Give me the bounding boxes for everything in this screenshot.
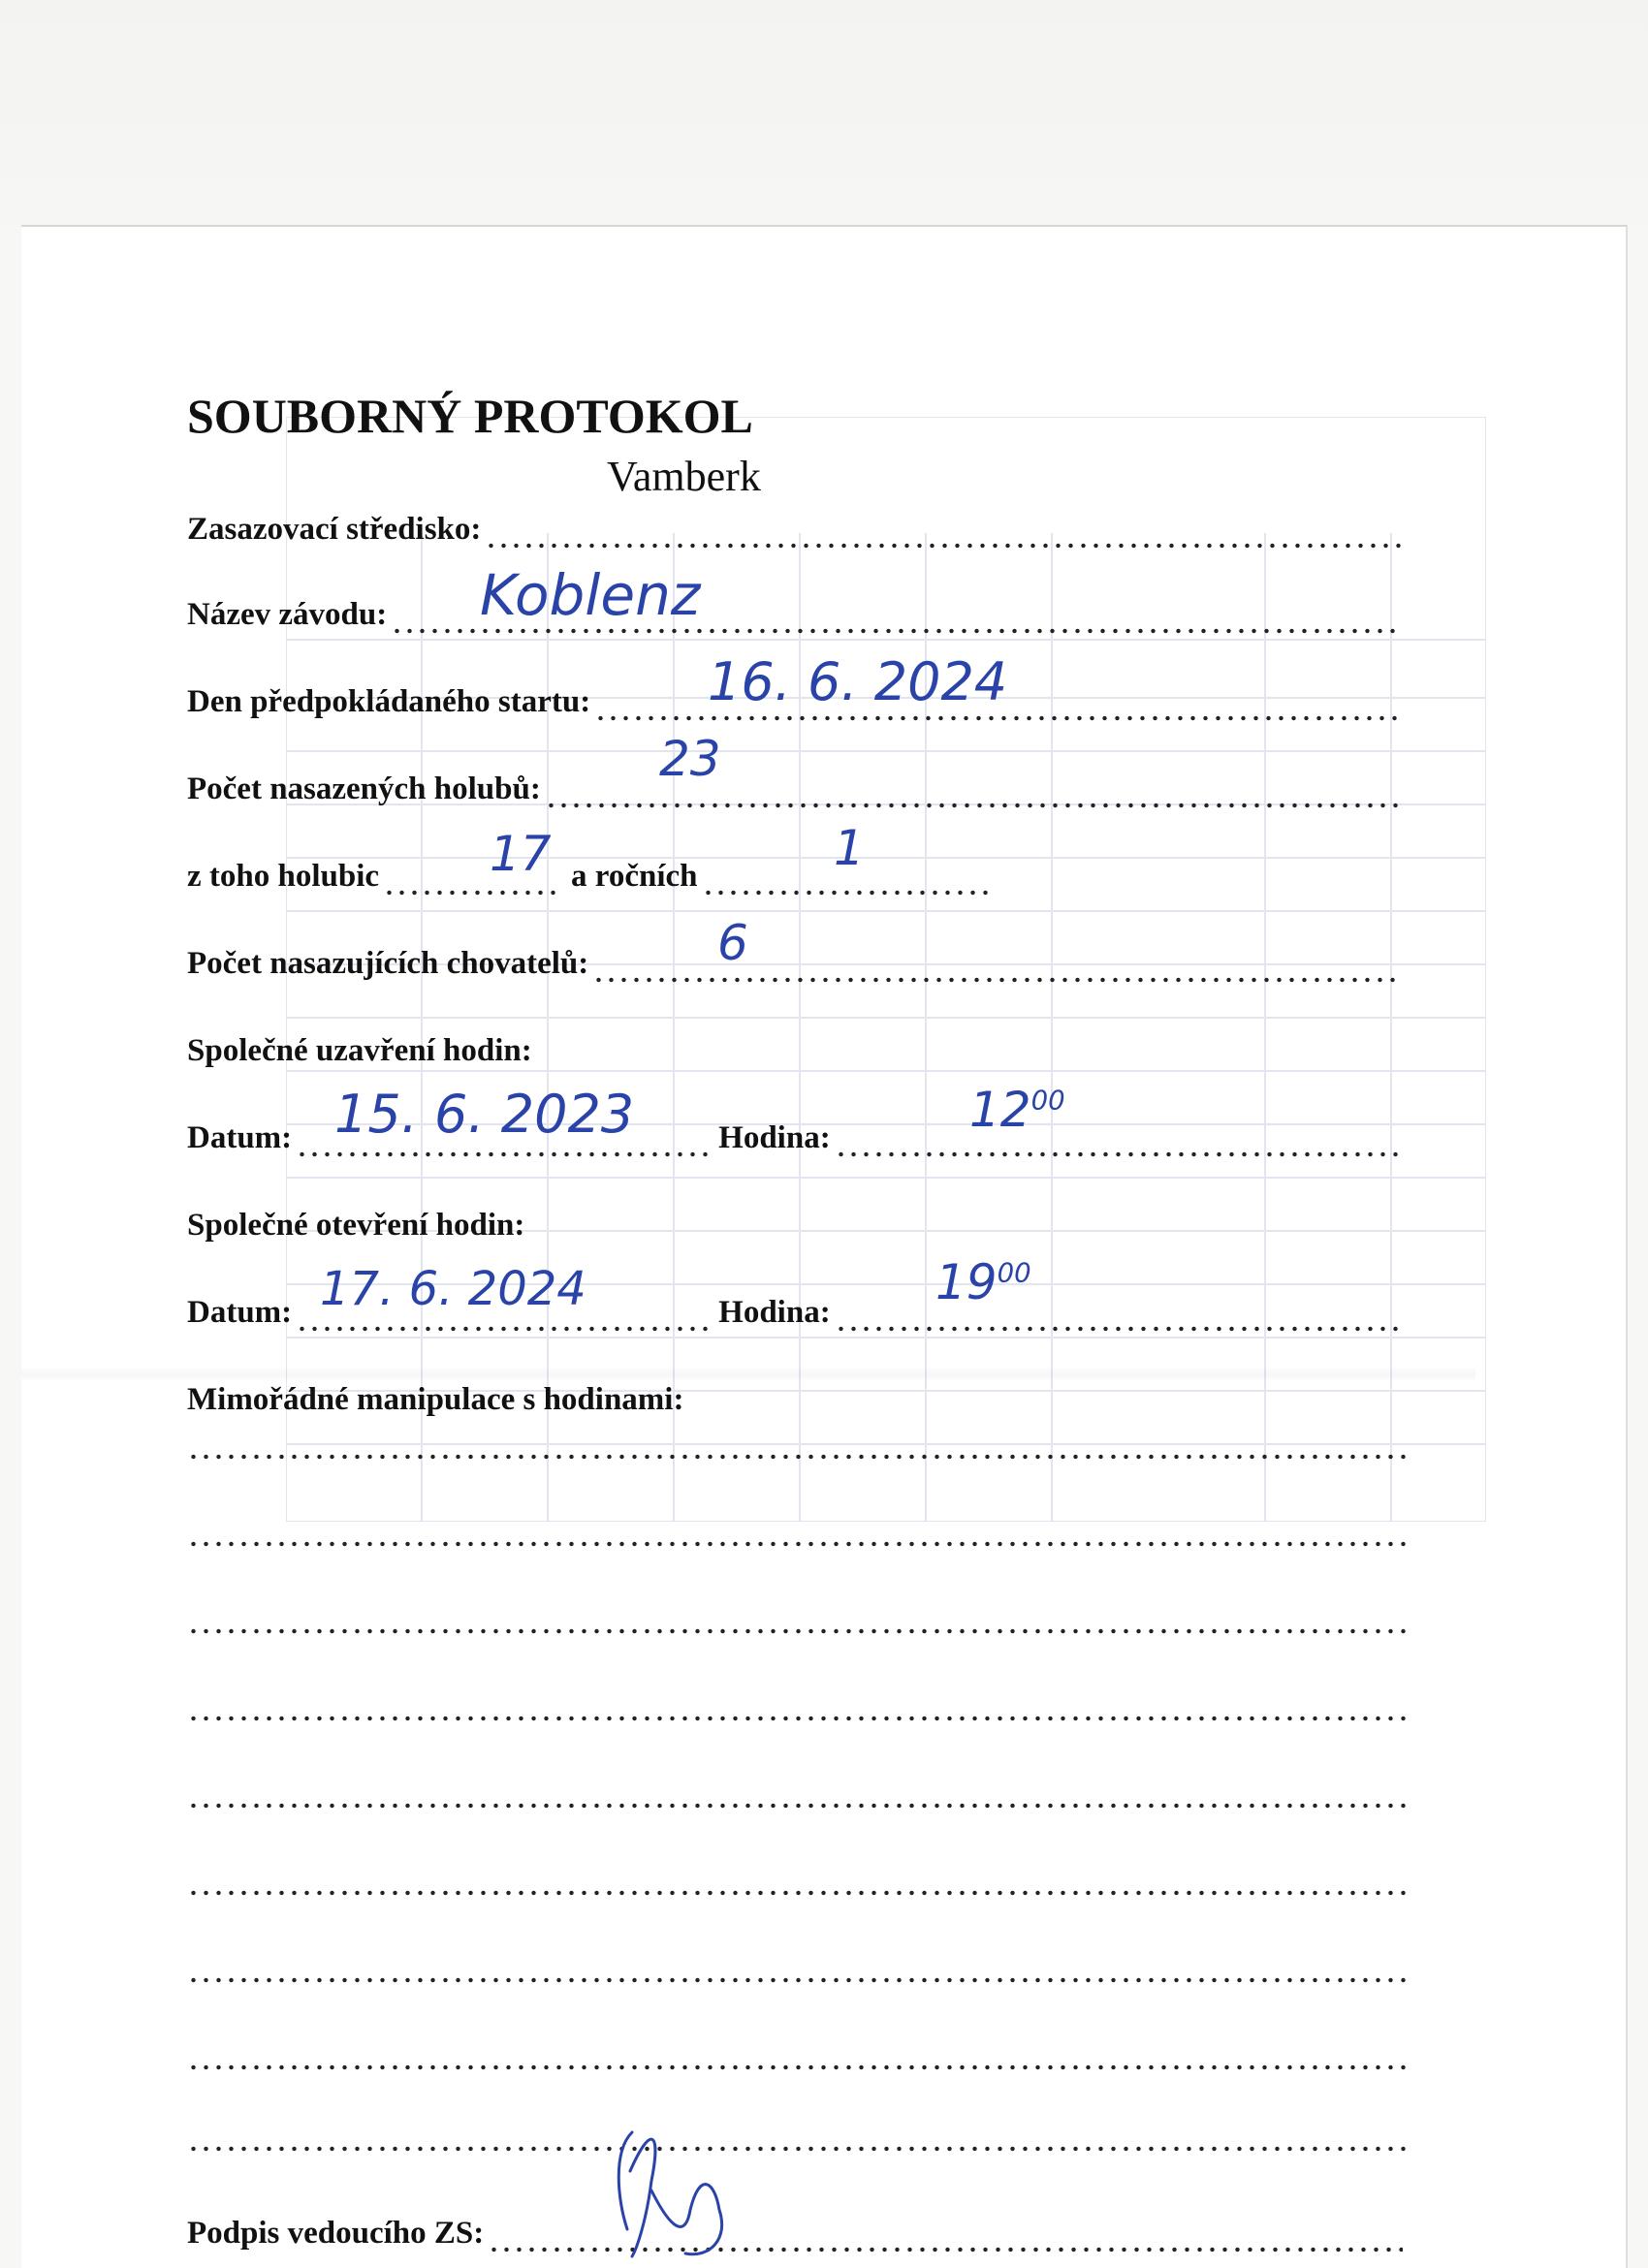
dotted-line <box>545 803 1403 808</box>
dotted-line[interactable] <box>187 2064 1410 2070</box>
field-label: a ročních <box>571 859 698 894</box>
handwritten-value: 23 <box>659 731 721 787</box>
dotted-line <box>594 715 1403 721</box>
field-pocet-holubu[interactable] <box>187 772 1403 816</box>
dotted-line[interactable] <box>187 1454 1410 1460</box>
signature-image <box>593 2113 768 2258</box>
dotted-line[interactable] <box>187 1803 1410 1809</box>
dotted-line <box>383 890 561 896</box>
dotted-line <box>485 543 1403 549</box>
field-label: Hodina: <box>718 1120 831 1155</box>
field-label: Datum: <box>187 1295 293 1330</box>
dotted-line[interactable] <box>187 1628 1410 1634</box>
document-subtitle: Vamberk <box>607 453 761 500</box>
paper-fold-shadow <box>21 1367 1475 1382</box>
field-nazev-zavodu[interactable] <box>187 597 1403 642</box>
handwritten-value <box>969 1082 1065 1138</box>
section-heading-uzavreni: Společné uzavření hodin: <box>187 1033 532 1068</box>
dotted-line[interactable] <box>187 1716 1410 1721</box>
handwritten-value: 1 <box>834 820 865 876</box>
dotted-line <box>391 628 1403 634</box>
dotted-line[interactable] <box>187 1890 1410 1896</box>
field-label: Počet nasazujících chovatelů: <box>187 946 589 981</box>
section-heading-mimoradne: Mimořádné manipulace s hodinami: <box>187 1382 684 1417</box>
scanner-background <box>0 0 1648 225</box>
dotted-line <box>296 1326 713 1332</box>
handwritten-value <box>935 1254 1031 1310</box>
field-pocet-chovatelu[interactable] <box>187 946 1403 991</box>
minute-value: 00 <box>1030 1085 1065 1117</box>
field-holubice-rocni[interactable] <box>187 859 989 903</box>
section-heading-otevreni: Společné otevření hodin: <box>187 1208 525 1243</box>
field-label: Název závodu: <box>187 597 388 632</box>
dotted-line[interactable] <box>187 1977 1410 1983</box>
dotted-line <box>702 890 989 896</box>
field-label: Datum: <box>187 1120 293 1155</box>
field-label: Počet nasazených holubů: <box>187 772 541 806</box>
dotted-line <box>592 977 1403 983</box>
minute-value: 00 <box>997 1257 1031 1289</box>
dotted-line[interactable] <box>187 1541 1410 1547</box>
handwritten-value: 6 <box>717 915 748 971</box>
handwritten-value: Koblenz <box>480 562 701 628</box>
field-podpis[interactable] <box>187 2216 1403 2260</box>
field-label: Podpis vedoucího ZS: <box>187 2216 485 2251</box>
dotted-line[interactable] <box>187 2146 1410 2152</box>
handwritten-value: 16. 6. 2024 <box>708 651 1008 712</box>
field-label: z toho holubic <box>187 859 380 894</box>
field-zasazovaci-stredisko[interactable] <box>187 512 1403 556</box>
dotted-line <box>296 1151 713 1157</box>
hour-value: 19 <box>935 1254 998 1310</box>
field-label: Hodina: <box>718 1295 831 1330</box>
handwritten-value: 17. 6. 2024 <box>320 1262 586 1316</box>
field-label: Den předpokládaného startu: <box>187 684 591 719</box>
field-label: Zasazovací středisko: <box>187 512 482 547</box>
dotted-line <box>835 1326 1403 1332</box>
handwritten-value: 17 <box>490 826 552 882</box>
handwritten-value: 15. 6. 2023 <box>334 1084 635 1145</box>
document-title: SOUBORNÝ PROTOKOL <box>187 389 753 443</box>
hour-value: 12 <box>969 1082 1031 1138</box>
dotted-line <box>835 1151 1403 1157</box>
